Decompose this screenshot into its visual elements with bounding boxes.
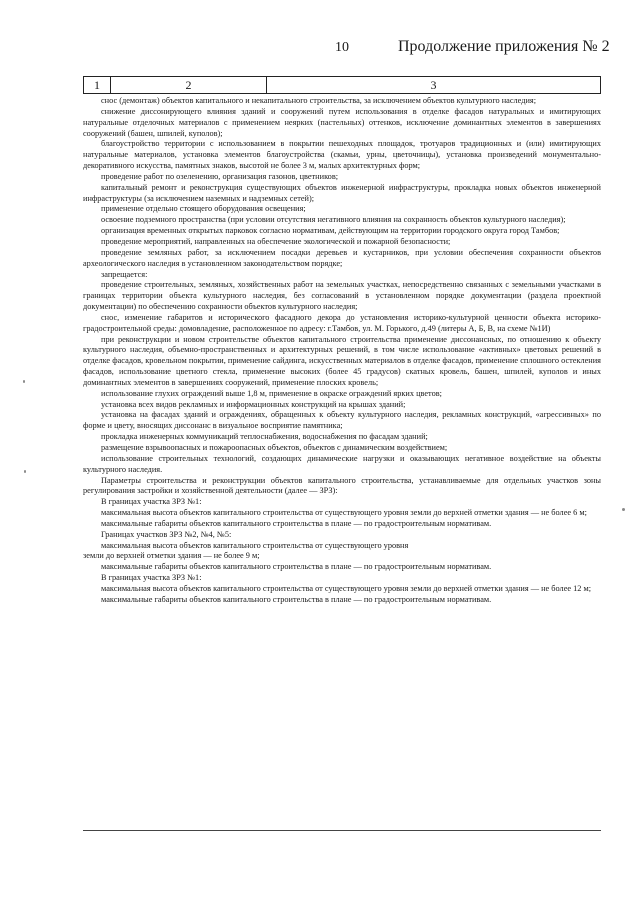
paragraph: максимальные габариты объектов капитального строительства в плане — по градостроительным нормативам. — [101, 594, 492, 604]
paragraph: максимальные габариты объектов капитального строительства в плане — по градостроительным нормативам. — [101, 562, 492, 572]
column-header-3: 3 — [267, 77, 601, 94]
section-label: Границах участков ЗРЗ №2, №4, №5: — [101, 529, 232, 539]
scan-speck — [23, 380, 25, 383]
column-header-table — [83, 76, 601, 94]
column-header-2: 2 — [111, 77, 267, 94]
bottom-rule — [83, 830, 601, 831]
paragraph: снос, изменение габаритов и исторического фасадного декора до установления историко-культурной ценности объекта историко-градостроительной среды: домовладение, расположенное по адресу: г.Тамбов, ул. М. Горького, д.49 (литеры А, Б, В, на схеме №1И) — [83, 312, 601, 333]
paragraph: земли до верхней отметки здания — не более 9 м; — [83, 551, 260, 561]
paragraph: благоустройство территории с использованием в покрытии пешеходных площадок, тротуаров традиционных и (или) имитирующих натуральные материалов, установка элементов благоустройства (скамьи, урны, цветочницы), установка произведений монументально-декоративного искусства, памятных знаков, высотой не более 3 м, малых архитектурных форм; — [83, 139, 601, 171]
appendix-title: Продолжение приложения № 2 — [398, 38, 610, 55]
page-header — [0, 38, 640, 60]
paragraph: максимальная высота объектов капитального строительства от существующего уровня земли до верхней отметки здания — не более 6 м; — [101, 508, 587, 518]
paragraph: использование строительных технологий, создающих динамические нагрузки и оказывающих негативное воздействие на объекты культурного наследия. — [83, 453, 601, 474]
paragraph: максимальные габариты объектов капитального строительства в плане — по градостроительным нормативам. — [101, 518, 492, 528]
page-number: 10 — [335, 40, 349, 55]
paragraph: установка на фасадах зданий и ограждениях, обращенных к объекту культурного наследия, рекламных конструкций, «агрессивных» по форме и цвету, вносящих диссонанс в визуальное восприятие памятника; — [83, 410, 601, 431]
section-label: запрещается: — [101, 269, 148, 279]
paragraph: снос (демонтаж) объектов капитального и некапитального строительства, за исключением объектов культурного наследия; — [101, 96, 537, 105]
paragraph: капитальный ремонт и реконструкция существующих объектов инженерной инфраструктуры, прокладка новых объектов инженерной инфраструктуры (за исключением наземных и надземных сетей); — [83, 182, 601, 203]
paragraph: применение отдельно стоящего оборудования освещения; — [101, 204, 306, 214]
paragraph: проведение мероприятий, направленных на обеспечение экологической и пожарной безопасности; — [101, 236, 451, 246]
paragraph: проведение земляных работ, за исключением посадки деревьев и кустарников, при условии обеспечения сохранности объектов археологического наследия в установленном законодательством порядке; — [83, 247, 601, 268]
paragraph: при реконструкции и новом строительстве объектов капитального строительства применение диссонансных, по отношению к объекту культурного наследия, объемно-пространственных и архитектурных решений, в том числе использование «активных» цветовых решений в отделке фасадов, кровельном покрытии, применение сайдинга, искусственных материалов в отделке фасадов, применение сплошного остекления фасадов, использование цветного стекла, применение высоких (более 45 градусов) скатных кровель, башен, шпилей, куполов и иных доминантных элементов в завершениях сооружений, применение плоских кровель; — [83, 334, 601, 387]
paragraph: организация временных открытых парковок согласно нормативам, действующим на территории городского округа город Тамбов; — [101, 226, 560, 236]
scan-speck — [622, 508, 625, 511]
paragraph: Параметры строительства и реконструкции объектов капитального строительства, устанавливаемые для отдельных участков зоны регулирования застройки и хозяйственной деятельности (далее — ЗРЗ): — [83, 475, 601, 496]
paragraph: проведение строительных, земляных, хозяйственных работ на земельных участках, непосредственно связанных с земельными участками в границах территории объекта культурного наследия, без согласований в установленном порядке документации (раздела проектной документации) по обеспечению сохранности объектов культурного наследия; — [83, 280, 601, 312]
scan-speck — [24, 470, 26, 473]
paragraph: размещение взрывоопасных и пожароопасных объектов, объектов с динамическим воздействием; — [101, 443, 448, 452]
paragraph: максимальная высота объектов капитального строительства от существующего уровня земли до верхней отметки здания — не более 12 м; — [101, 583, 592, 593]
document-body — [83, 96, 601, 606]
paragraph: установка всех видов рекламных и информационных конструкций на крышах зданий; — [101, 399, 406, 409]
paragraph: максимальная высота объектов капитального строительства от существующего уровня — [101, 540, 409, 550]
paragraph: использование глухих ограждений выше 1,8 м, применение в окраске ограждений ярких цветов; — [101, 388, 442, 398]
section-label: В границах участка ЗРЗ №1: — [101, 497, 202, 507]
paragraph: снижение диссонирующего влияния зданий и сооружений путем использования в отделке фасадов натуральных и имитирующих натуральные отделочных материалов с применением неярких (пастельных) оттенков, исключение доминантных элементов в завершениях сооружений (башен, шпилей, куполов); — [83, 106, 601, 138]
paragraph: прокладка инженерных коммуникаций теплоснабжения, водоснабжения по фасадам зданий; — [101, 432, 428, 442]
section-label: В границах участка ЗРЗ №1: — [101, 573, 202, 583]
column-header-1: 1 — [84, 77, 111, 94]
paragraph: освоение подземного пространства (при условии отсутствия негативного влияния на сохранность объектов культурного наследия); — [101, 215, 566, 225]
paragraph: проведение работ по озеленению, организация газонов, цветников; — [101, 171, 339, 181]
